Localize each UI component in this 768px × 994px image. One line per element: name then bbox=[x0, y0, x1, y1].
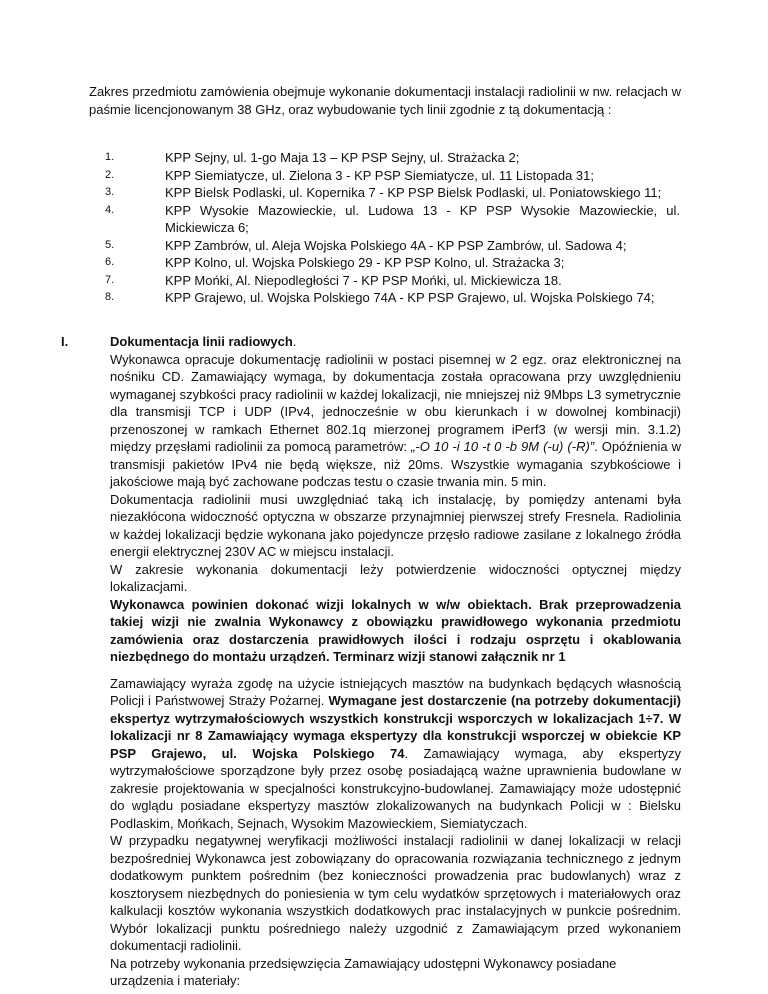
list-item-text: KPP Siemiatycze, ul. Zielona 3 - KP PSP Siemiatycze, ul. 11 Listopada 31; bbox=[165, 167, 594, 183]
intro-paragraph: Zakres przedmiotu zamówienia obejmuje wykonanie dokumentacji instalacji radiolinii w nw. relacjach w paśmie licencjonowanym 38 GHz, oraz wybudowanie tych linii zgodnie z tą dokumentacją : bbox=[89, 84, 681, 117]
list-item-text: KPP Wysokie Mazowieckie, ul. Ludowa 13 - KP PSP Wysokie Mazowieckie, ul. Mickiewicza 6; bbox=[165, 202, 680, 235]
list-item-text: KPP Bielsk Podlaski, ul. Kopernika 7 - KP PSP Bielsk Podlaski, ul. Poniatowskiego 11; bbox=[165, 185, 662, 200]
site-visit-notice: Wykonawca powinien dokonać wizji lokalnych w w/w obiektach. Brak przeprowadzenia takiej wizji nie zwalnia Wykonawcy z obowiązku prawidłowego wykonania przedmiotu zamówienia oraz dostarczenia prawidłowych ilości i rodzaju osprzętu i okablowania niezbędnego do montażu urządzeń. Terminarz wizji stanowi załącznik nr 1 bbox=[110, 596, 681, 664]
list-number: 7. bbox=[105, 273, 115, 286]
list-item bbox=[105, 184, 680, 202]
paragraph-requirements bbox=[110, 351, 681, 491]
list-item bbox=[105, 254, 680, 272]
list-number: 8. bbox=[105, 291, 115, 303]
list-number: 5. bbox=[105, 238, 115, 251]
list-item-text: KPP Sejny, ul. 1-go Maja 13 – KP PSP Sejny, ul. Strażacka 2; bbox=[165, 150, 520, 165]
section-number: I. bbox=[61, 334, 69, 349]
list-item bbox=[105, 167, 680, 185]
list-item-text: KPP Mońki, Al. Niepodległości 7 - KP PSP Mońki, ul. Mickiewicza 18. bbox=[165, 272, 562, 288]
list-item bbox=[105, 202, 680, 237]
list-item-text: KPP Zambrów, ul. Aleja Wojska Polskiego 4A - KP PSP Zambrów, ul. Sadowa 4; bbox=[165, 237, 627, 253]
section-title-end: . bbox=[292, 334, 297, 349]
expertise-requirement: Wymagane jest dostarczenie (na potrzeby dokumentacji) ekspertyz wytrzymałościowych wszystkich konstrukcji wsporczych w lokalizacjach 1÷7. W lokalizacji nr 8 Zamawiający wymaga ekspertyzy dla konstrukcji wsporczej w obiekcie KP PSP Grajewo, ul. Wojska Polskiego 74 bbox=[110, 693, 681, 761]
list-item-text: KPP Grajewo, ul. Wojska Polskiego 74A - KP PSP Grajewo, ul. Wojska Polskiego 74; bbox=[165, 290, 655, 305]
list-item-text: KPP Kolno, ul. Wojska Polskiego 29 - KP PSP Kolno, ul. Strażacka 3; bbox=[165, 255, 565, 270]
list-item bbox=[105, 289, 680, 307]
list-number: 1. bbox=[105, 151, 115, 163]
list-number: 3. bbox=[105, 186, 115, 198]
list-number: 6. bbox=[105, 256, 115, 268]
paragraph-equipment: Na potrzeby wykonania przedsięwzięcia Zamawiający udostępni Wykonawcy posiadane urządzenia i materiały: bbox=[110, 955, 617, 988]
paragraph-intermediate-point: W przypadku negatywnej weryfikacji możliwości instalacji radiolinii w danej lokalizacji w relacji bezpośredniej Wykonawca jest zobowiązany do opracowania rozwiązania technicznego z jednym dodatkowym punktem pośrednim (bez konieczności prowadzenia prac budowlanych) wraz z kosztorysem niezbędnych do poniesienia w tym celu wydatków sprzętowych i materiałowych oraz kalkulacji kosztów wykonania wszystkich dodatkowych prac instalacyjnych w punkcie pośrednim. Wybór lokalizacji punktu pośredniego należy uzgodnić z Zamawiającym przed wykonaniem dokumentacji radiolinii. bbox=[110, 833, 681, 953]
list-number: 2. bbox=[105, 168, 115, 181]
list-number: 4. bbox=[105, 203, 115, 216]
paragraph-text: Zamawiający wyraża zgodę na użycie istniejących masztów na budynkach będących własnością Policji i Państwowej Straży Pożarnej. bbox=[110, 675, 681, 708]
iperf-parameters: „-O 10 -i 10 -t 0 -b 9M (-u) (-R)” bbox=[411, 439, 595, 454]
paragraph-visibility: W zakresie wykonania dokumentacji leży potwierdzenie widoczności optycznej między lokalizacjami. bbox=[110, 561, 681, 594]
section-title: Dokumentacja linii radiowych bbox=[110, 334, 293, 349]
paragraph-text: . Opóźnienia w transmisji pakietów IPv4 nie będą większe, niż 20ms. Wszystkie wymagania szybkościowe i jakościowe mają być zachowane podczas testu o czasie trwania min. 5 min. bbox=[110, 439, 682, 489]
paragraph-site-visit bbox=[110, 596, 681, 666]
paragraph-text: Wykonawca opracuje dokumentację radiolinii w postaci pisemnej w 2 egz. oraz elektronicznej na nośniku CD. Zamawiający wymaga, by dokumentacja została opracowana przy uwzględnieniu wymaganej szybkości pracy radiolinii w każdej lokalizacji, nie mniejszej niż 9Mbps L3 symetrycznie dla transmisji TCP i UDP (IPv4, jednocześnie w obu kierunkach i w dowolnej kombinacji) przenoszonej w ramkach Ethernet 802.1q mierzonej programem iPerf3 (w wersji min. 3.1.2) między przęsłami radiolinii za pomocą parametrów: bbox=[110, 351, 681, 454]
paragraph-fresnel: Dokumentacja radiolinii musi uwzględniać taką ich instalację, by pomiędzy antenami była niezakłócona widoczność optyczna w obszarze przynajmniej pierwszej strefy Fresnela. Radiolinia w każdej lokalizacji będzie wykonana jako pojedyncze przęsło radiowe zasilane z lokalnego źródła energii elektrycznej 230V AC w miejscu instalacji. bbox=[110, 491, 681, 559]
section-heading-paragraph bbox=[110, 333, 681, 351]
relations-list bbox=[105, 149, 680, 307]
paragraph-masts bbox=[110, 675, 681, 833]
list-item bbox=[105, 149, 680, 167]
paragraph-text: . Zamawiający wymaga, aby ekspertyzy wytrzymałościowe sporządzone były przez osobę posiadającą ważne uprawnienia budowlane w zakresie projektowania w specjalności konstrukcyjno-budowlanej. Zamawiający może udostępnić do wglądu posiadane ekspertyzy masztów zlokalizowanych na budynkach Policji w : Bielsku Podlaskim, Mońkach, Sejnach, Wysokim Mazowieckiem, Siemiatyczach. bbox=[110, 745, 681, 831]
section-body bbox=[110, 333, 681, 990]
list-item bbox=[105, 272, 680, 290]
list-item bbox=[105, 237, 680, 255]
